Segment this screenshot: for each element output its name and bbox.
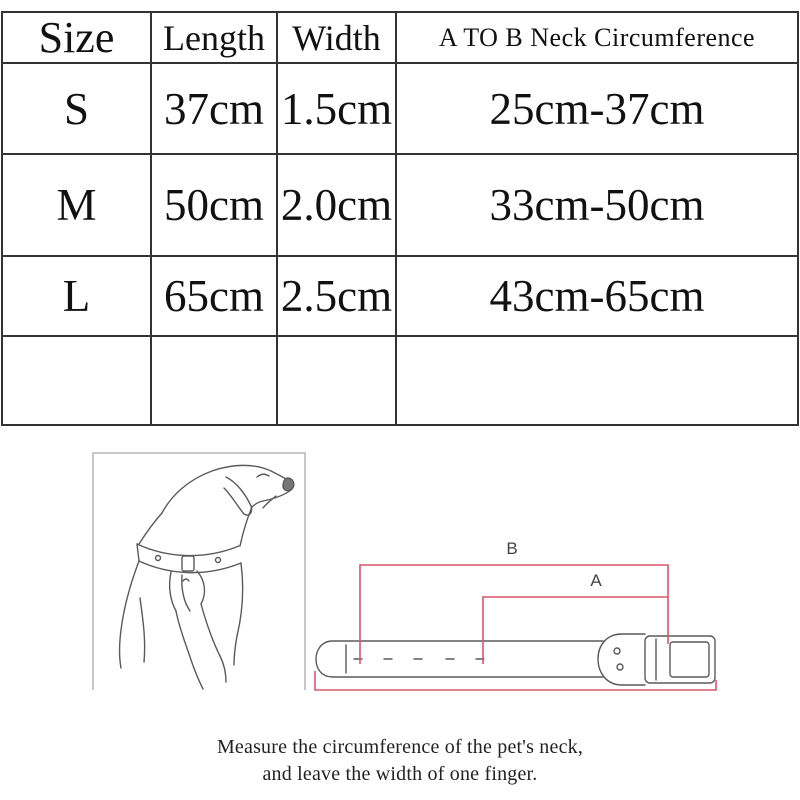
dog-collar-buckle: [182, 556, 194, 571]
dog-collar-hole: [156, 556, 161, 561]
cell-neck-circumference: 25cm-37cm: [397, 64, 799, 155]
dog-collar-hole: [216, 558, 221, 563]
cell-size: L: [3, 257, 152, 337]
dog-ear: [224, 477, 252, 515]
empty-cell: [278, 337, 397, 426]
dog-nose: [283, 478, 294, 491]
hand-finger: [170, 572, 176, 611]
dog-neck-back: [139, 513, 162, 544]
dog-collar-end: [137, 544, 139, 561]
hand-wrist: [201, 604, 226, 682]
dog-chest: [234, 563, 243, 665]
label-b: B: [506, 539, 518, 558]
cell-length: 37cm: [152, 64, 278, 155]
dog-illustration: [120, 465, 294, 689]
header-size: Size: [3, 13, 152, 64]
cell-width: 2.0cm: [278, 155, 397, 257]
empty-cell: [3, 337, 152, 426]
size-table: [1, 11, 799, 426]
cell-length: 50cm: [152, 155, 278, 257]
collar-diagram: [315, 539, 716, 690]
label-a: A: [590, 571, 602, 590]
cell-size: M: [3, 155, 152, 257]
cell-neck-circumference: 43cm-65cm: [397, 257, 799, 337]
measuring-instructions: [0, 734, 800, 788]
hand-fingernail: [183, 579, 189, 581]
caption-line-1: Measure the circumference of the pet's neck,: [216, 736, 584, 758]
dog-shoulder: [120, 561, 140, 668]
empty-cell: [152, 337, 278, 426]
cell-neck-circumference: 33cm-50cm: [397, 155, 799, 257]
header-length: Length: [152, 13, 278, 64]
hand-palm: [176, 611, 203, 689]
hand-thumb: [197, 571, 204, 604]
collar-keeper: [598, 634, 645, 685]
cell-width: 2.5cm: [278, 257, 397, 337]
cell-width: 1.5cm: [278, 64, 397, 155]
cell-length: 65cm: [152, 257, 278, 337]
header-neck-circumference: A TO B Neck Circumference: [397, 13, 799, 64]
dog-front-leg: [140, 598, 145, 662]
header-width: Width: [278, 13, 397, 64]
dog-eye: [257, 474, 269, 477]
cell-size: S: [3, 64, 152, 155]
dog-collar-top-edge: [137, 544, 239, 556]
measurement-illustration: [0, 440, 800, 720]
caption-line-2: and leave the width of one finger.: [262, 763, 538, 785]
empty-cell: [397, 337, 799, 426]
dog-mouth: [263, 496, 276, 508]
dog-illustration-frame: [93, 453, 305, 690]
dog-muzzle: [252, 490, 291, 507]
